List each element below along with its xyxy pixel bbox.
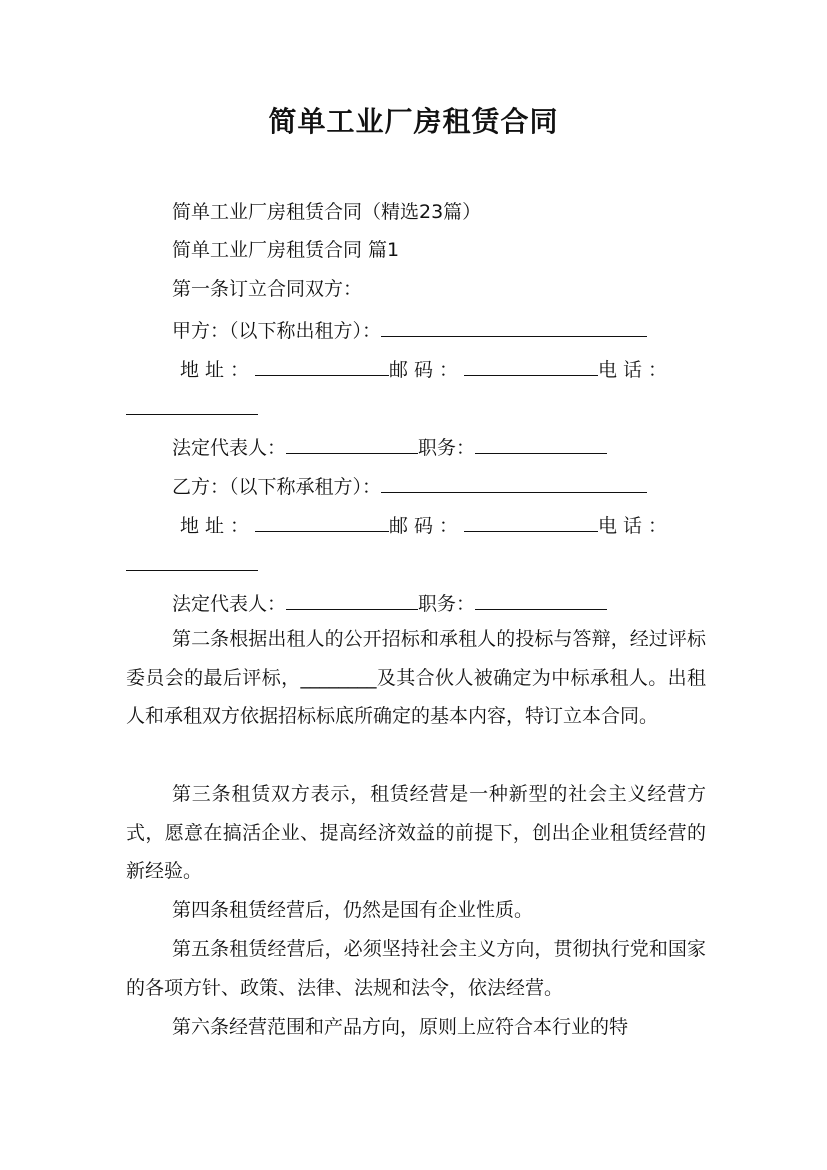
party-a-address-blank [255,357,389,376]
party-a-position-blank [475,435,607,454]
party-a-postcode-label: 邮码： [389,359,465,381]
section-heading: 简单工业厂房租赁合同 篇1 [172,239,400,261]
party-a-phone-label: 电话： [598,359,674,381]
document-subtitle: 简单工业厂房租赁合同（精选23篇） [172,201,482,223]
party-b-address-label: 地址： [180,515,256,537]
party-a-address-label: 地址： [180,359,256,381]
party-b-position-label: 职务： [418,593,476,615]
party-a-contact-line [180,357,673,380]
party-b-line [172,474,647,497]
party-b-postcode-label: 邮码： [389,515,465,537]
article-1-heading: 第一条订立合同双方： [172,278,363,300]
party-b-address-blank [255,513,389,532]
party-b-phone-blank [126,552,258,571]
party-a-phone-line [126,396,258,419]
party-a-label: 甲方：（以下称出租方）： [172,320,382,342]
party-a-rep-line [172,435,607,458]
party-a-line [172,318,647,341]
party-b-rep-line [172,591,607,614]
party-a-name-blank [381,318,647,337]
article-2-paragraph: 第二条根据出租人的公开招标和承租人的投标与答辩，经过评标委员会的最后评标，________及其合伙人被确定为中标承租人。出租人和承租双方依据招标标底所确定的基本内容，特订立本合同。 [126,628,706,727]
article-3-paragraph: 第三条租赁双方表示，租赁经营是一种新型的社会主义经营方式，愿意在搞活企业、提高经济效益的前提下，创出企业租赁经营的新经验。 [126,783,706,882]
party-a-rep-blank [286,435,418,454]
party-b-label: 乙方：（以下称承租方）： [172,476,382,498]
party-b-name-blank [381,474,647,493]
party-b-position-blank [475,591,607,610]
party-a-postcode-blank [464,357,598,376]
party-b-rep-blank [286,591,418,610]
party-b-postcode-blank [464,513,598,532]
party-b-rep-label: 法定代表人： [172,593,287,615]
document-title: 简单工业厂房租赁合同 [268,105,559,138]
party-a-rep-label: 法定代表人： [172,437,287,459]
party-b-phone-label: 电话： [598,515,674,537]
article-4-paragraph: 第四条租赁经营后，仍然是国有企业性质。 [172,899,534,921]
article-5-paragraph: 第五条租赁经营后，必须坚持社会主义方向，贯彻执行党和国家的各项方针、政策、法律、法规和法令，依法经营。 [126,938,706,999]
party-b-contact-line [180,513,673,536]
party-a-phone-blank [126,396,258,415]
article-6-paragraph: 第六条经营范围和产品方向，原则上应符合本行业的特 [172,1016,629,1038]
party-b-phone-line [126,552,258,575]
party-a-position-label: 职务： [418,437,476,459]
